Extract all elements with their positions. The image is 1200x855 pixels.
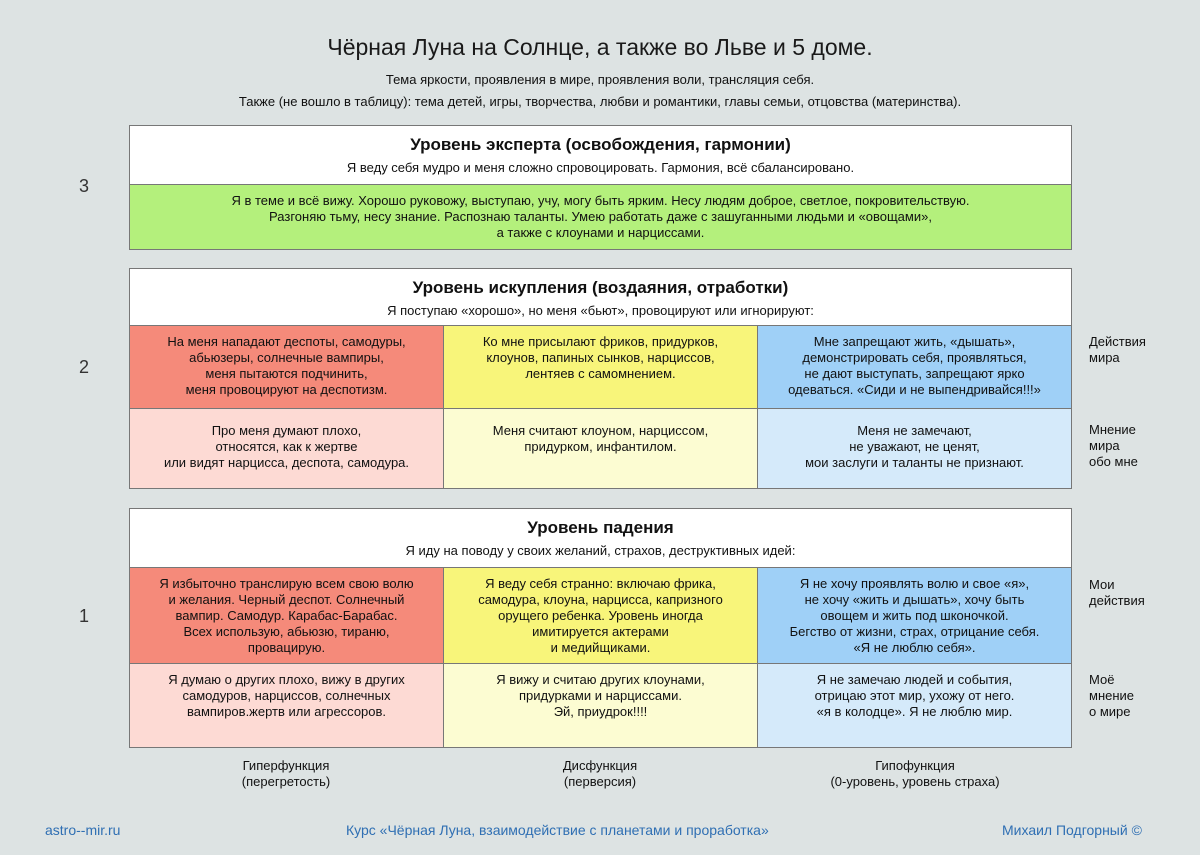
column-caption-hyper: Гиперфункция (перегретость) — [241, 758, 331, 789]
footer-site: astro--mir.ru — [45, 822, 121, 838]
level-2-dys-actions: Ко мне присылают фриков, придурков, клоунов, папиных сынков, нарциссов, лентяев с самомнением. — [443, 326, 757, 408]
level-2-dys-opinion: Меня считают клоуном, нарциссом, придурком, инфантилом. — [443, 409, 757, 488]
level-1-hyper-actions: Я избыточно транслирую всем свою волю и желания. Черный деспот. Солнечный вампир. Самодур. Карабас-Барабас. Всех использую, абьюзю, тираню, провацирую. — [130, 568, 443, 663]
level-1-title: Уровень падения — [527, 518, 674, 537]
level-number-1: 1 — [78, 606, 89, 626]
level-3-title: Уровень эксперта (освобождения, гармонии) — [410, 135, 791, 154]
level-3-block — [129, 125, 1072, 250]
side-label-my-opinion: Моё мнение о мире — [1089, 672, 1135, 719]
footer-course: Курс «Чёрная Луна, взаимодействие с планетами и проработка» — [346, 822, 769, 838]
level-2-hyper-opinion: Про меня думают плохо, относятся, как к жертве или видят нарцисса, деспота, самодура. — [130, 409, 443, 488]
level-1-row-my-opinion — [130, 663, 1071, 747]
level-1-hyper-opinion: Я думаю о других плохо, вижу в других самодуров, нарциссов, солнечных вампиров.жертв или агрессоров. — [130, 664, 443, 747]
level-number-2: 2 — [78, 357, 89, 377]
side-label-world-actions: Действия мира — [1089, 334, 1146, 365]
page-title: Чёрная Луна на Солнце, а также во Льве и 5 доме. — [327, 34, 873, 60]
subtitle-theme: Тема яркости, проявления в мире, проявления воли, трансляция себя. — [385, 72, 815, 87]
level-2-desc: Я поступаю «хорошо», но меня «бьют», провоцируют или игнорируют: — [387, 303, 814, 318]
level-2-title: Уровень искупления (воздаяния, отработки) — [412, 278, 789, 297]
level-3-header — [130, 126, 1071, 185]
footer-author: Михаил Подгорный © — [1002, 822, 1142, 838]
level-2-block — [129, 268, 1072, 489]
level-1-desc: Я иду на поводу у своих желаний, страхов, деструктивных идей: — [405, 543, 796, 558]
level-1-header — [130, 509, 1071, 568]
level-3-desc: Я веду себя мудро и меня сложно спровоцировать. Гармония, всё сбалансировано. — [346, 160, 855, 175]
side-label-my-actions: Мои действия — [1089, 577, 1145, 608]
level-2-hypo-opinion: Меня не замечают, не уважают, не ценят, мои заслуги и таланты не признают. — [757, 409, 1071, 488]
side-label-world-opinion: Мнение мира обо мне — [1089, 422, 1138, 469]
column-caption-hypo: Гипофункция (0-уровень, уровень страха) — [830, 758, 1000, 789]
level-2-header — [130, 269, 1071, 326]
column-caption-dys: Дисфункция (перверсия) — [562, 758, 638, 789]
level-2-row-world-opinion — [130, 408, 1071, 488]
level-1-hypo-opinion: Я не замечаю людей и события, отрицаю этот мир, ухожу от него. «я в колодце». Я не люблю мир. — [757, 664, 1071, 747]
level-3-cell: Я в теме и всё вижу. Хорошо руковожу, выступаю, учу, могу быть ярким. Несу людям доброе, светлое, покровительствую. Разгоняю тьму, несу знание. Распознаю таланты. Умею работать даже с зашуганными людьми и «овощами», а также с клоунами и нарциссами. — [130, 185, 1071, 249]
level-1-hypo-actions: Я не хочу проявлять волю и свое «я», не хочу «жить и дышать», хочу быть овощем и жить под шконочкой. Бегство от жизни, страх, отрицание себя. «Я не люблю себя». — [757, 568, 1071, 663]
level-number-3: 3 — [78, 176, 89, 196]
subtitle-extra: Также (не вошло в таблицу): тема детей, игры, творчества, любви и романтики, главы семьи, отцовства (материнства). — [238, 94, 962, 109]
level-3-row — [130, 185, 1071, 249]
level-1-block — [129, 508, 1072, 748]
level-2-hyper-actions: На меня нападают деспоты, самодуры, абьюзеры, солнечные вампиры, меня пытаются подчинить, меня провоцируют на деспотизм. — [130, 326, 443, 408]
level-1-row-my-actions — [130, 568, 1071, 663]
level-1-dys-opinion: Я вижу и считаю других клоунами, придурками и нарциссами. Эй, приудрок!!!! — [443, 664, 757, 747]
level-2-row-world-actions — [130, 326, 1071, 408]
level-2-hypo-actions: Мне запрещают жить, «дышать», демонстрировать себя, проявляться, не дают выступать, запрещают ярко одеваться. «Сиди и не выпендривайся!!!» — [757, 326, 1071, 408]
level-1-dys-actions: Я веду себя странно: включаю фрика, самодура, клоуна, нарцисса, капризного орущего ребенка. Уровень иногда имитируется актерами и медийщиками. — [443, 568, 757, 663]
